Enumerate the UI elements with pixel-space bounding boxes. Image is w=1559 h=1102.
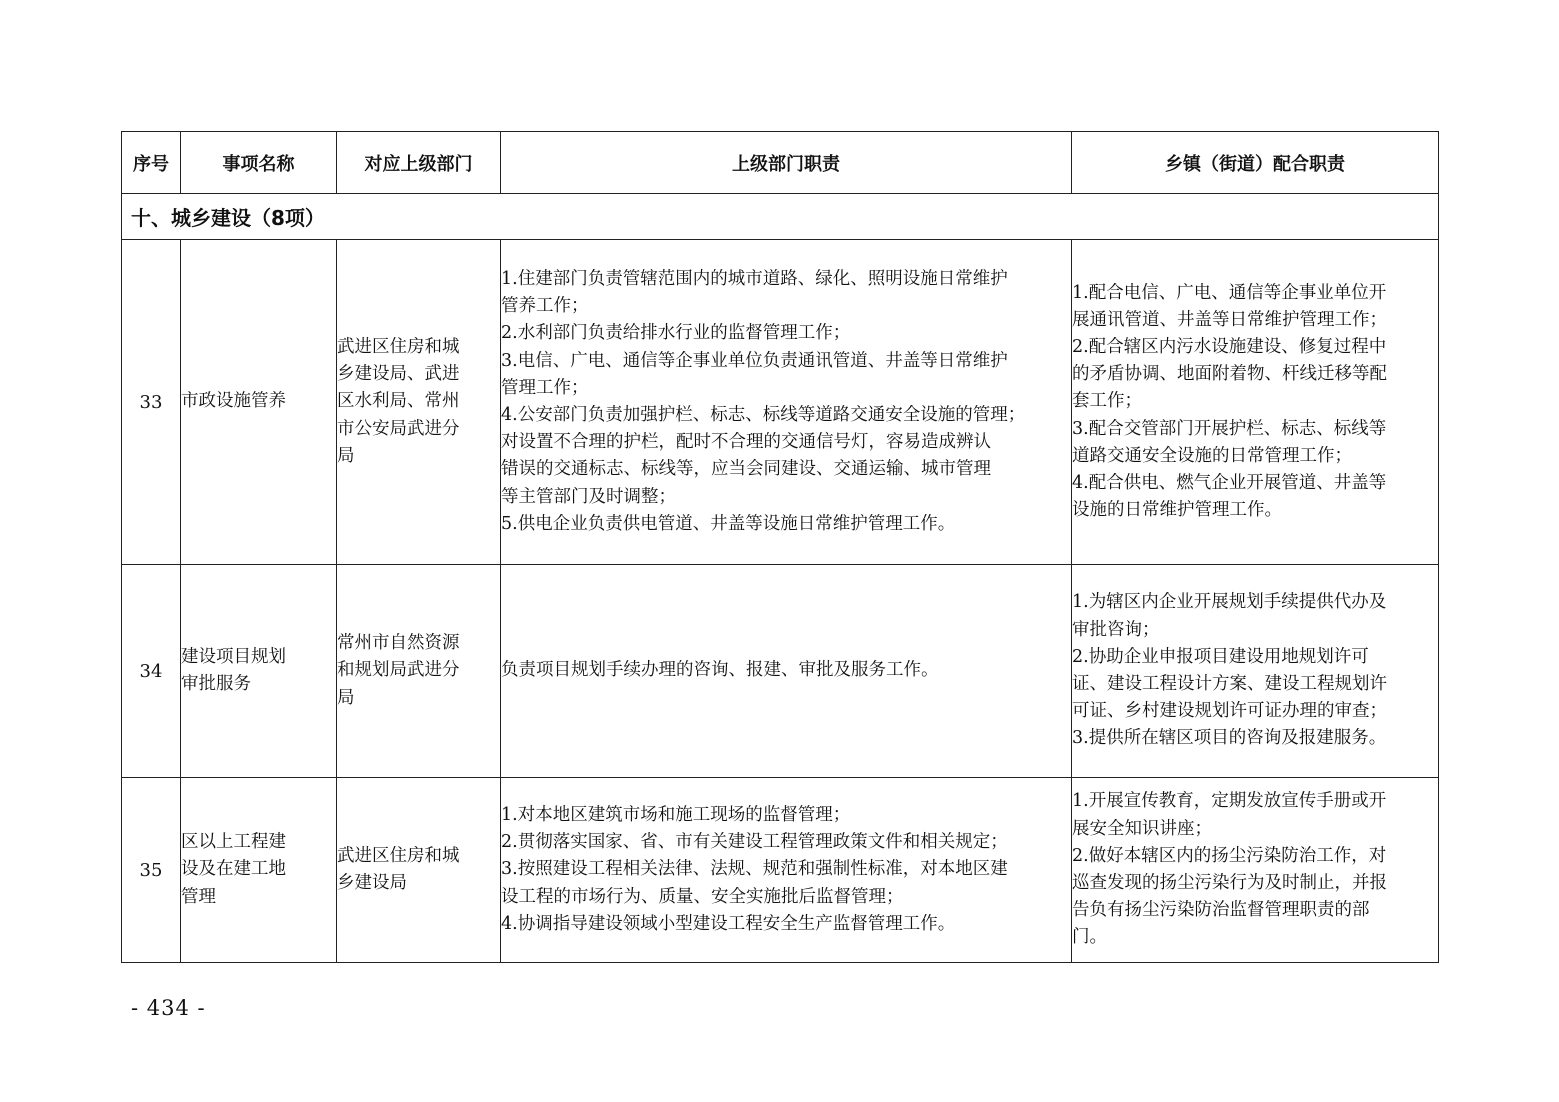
text-line: 2.协助企业申报项目建设用地规划许可	[1072, 646, 1369, 667]
text-line: 告负有扬尘污染防治监督管理职责的部	[1072, 900, 1370, 921]
text-line: 市政设施管养	[181, 391, 286, 412]
text-line: 套工作；	[1072, 391, 1142, 412]
text-line: 对设置不合理的护栏，配时不合理的交通信号灯，容易造成辨认	[501, 432, 991, 453]
header-superior-duty: 上级部门职责	[501, 132, 1072, 194]
text-line: 1.配合电信、广电、通信等企事业单位开	[1072, 282, 1387, 303]
item-name	[181, 240, 337, 565]
text-line: 和规划局武进分	[337, 660, 460, 681]
cooperation-duty	[1072, 778, 1439, 963]
text-line: 乡建设局	[337, 873, 407, 893]
text-line: 建设项目规划	[181, 646, 286, 667]
text-line: 管养工作；	[501, 296, 589, 317]
row-number: 33	[122, 240, 181, 565]
text-line: 乡建设局、武进	[337, 364, 460, 385]
text-line: 审批咨询；	[1072, 619, 1160, 640]
text-line: 门。	[1072, 927, 1107, 948]
text-line: 市公安局武进分	[337, 418, 460, 439]
text-line: 2.做好本辖区内的扬尘污染防治工作，对	[1072, 845, 1387, 866]
text-line: 3.电信、广电、通信等企事业单位负责通讯管道、井盖等日常维护	[501, 350, 1008, 371]
text-line: 4.公安部门负责加强护栏、标志、标线等道路交通安全设施的管理；	[501, 405, 1026, 425]
text-line: 可证、乡村建设规划许可证办理的审查；	[1072, 701, 1387, 722]
cooperation-duty	[1072, 565, 1439, 778]
text-line: 区水利局、常州	[337, 391, 460, 412]
table-row	[122, 565, 1439, 778]
text-line: 局	[337, 445, 355, 466]
superior-duty	[501, 778, 1072, 963]
header-town-cooperation-duty: 乡镇（街道）配合职责	[1072, 132, 1439, 194]
section-row	[122, 194, 1439, 240]
header-item-name: 事项名称	[181, 132, 337, 194]
table-row	[122, 240, 1439, 565]
text-line: 展通讯管道、井盖等日常维护管理工作；	[1072, 309, 1387, 330]
text-line: 负责项目规划手续办理的咨询、报建、审批及服务工作。	[501, 660, 939, 681]
text-line: 管理	[181, 886, 216, 907]
text-line: 1.对本地区建筑市场和施工现场的监督管理；	[501, 804, 851, 825]
header-superior-dept: 对应上级部门	[337, 132, 501, 194]
text-line: 证、建设工程设计方案、建设工程规划许	[1072, 674, 1387, 694]
row-number: 35	[122, 778, 181, 963]
item-name	[181, 778, 337, 963]
text-line: 3.按照建设工程相关法律、法规、规范和强制性标准，对本地区建	[501, 859, 1008, 880]
text-line: 1.开展宣传教育，定期发放宣传手册或开	[1072, 791, 1387, 812]
text-line: 巡查发现的扬尘污染行为及时制止，并报	[1072, 873, 1387, 893]
text-line: 区以上工程建	[181, 832, 286, 853]
item-name	[181, 565, 337, 778]
text-line: 1.住建部门负责管辖范围内的城市道路、绿化、照明设施日常维护	[501, 268, 1008, 289]
text-line: 等主管部门及时调整；	[501, 486, 676, 507]
header-serial: 序号	[122, 132, 181, 194]
text-line: 设施的日常维护管理工作。	[1072, 500, 1282, 521]
text-line: 4.配合供电、燃气企业开展管道、井盖等	[1072, 473, 1387, 493]
superior-dept	[337, 778, 501, 963]
text-line: 5.供电企业负责供电管道、井盖等设施日常维护管理工作。	[501, 513, 956, 534]
text-line: 设及在建工地	[181, 859, 286, 880]
superior-dept	[337, 240, 501, 565]
text-line: 管理工作；	[501, 377, 589, 398]
text-line: 3.配合交管部门开展护栏、标志、标线等	[1072, 418, 1387, 439]
text-line: 设工程的市场行为、质量、安全实施批后监督管理；	[501, 886, 904, 907]
text-line: 审批服务	[181, 674, 251, 694]
text-line: 错误的交通标志、标线等，应当会同建设、交通运输、城市管理	[501, 459, 991, 480]
section-title: 十、城乡建设（8项）	[122, 194, 1439, 240]
cooperation-duty	[1072, 240, 1439, 565]
row-number: 34	[122, 565, 181, 778]
table-row	[122, 778, 1439, 963]
text-line: 常州市自然资源	[337, 633, 460, 654]
text-line: 武进区住房和城	[337, 845, 460, 866]
page-number: - 434 -	[131, 996, 206, 1020]
text-line: 武进区住房和城	[337, 336, 460, 357]
text-line: 4.协调指导建设领域小型建设工程安全生产监督管理工作。	[501, 913, 956, 934]
text-line: 局	[337, 687, 355, 708]
text-line: 3.提供所在辖区项目的咨询及报建服务。	[1072, 728, 1387, 749]
table-header-row	[122, 132, 1439, 194]
superior-duty	[501, 565, 1072, 778]
text-line: 2.水利部门负责给排水行业的监督管理工作；	[501, 323, 851, 344]
text-line: 的矛盾协调、地面附着物、杆线迁移等配	[1072, 364, 1387, 385]
text-line: 2.配合辖区内污水设施建设、修复过程中	[1072, 336, 1387, 357]
text-line: 1.为辖区内企业开展规划手续提供代办及	[1072, 592, 1387, 613]
text-line: 道路交通安全设施的日常管理工作；	[1072, 445, 1352, 466]
superior-dept	[337, 565, 501, 778]
text-line: 展安全知识讲座；	[1072, 818, 1212, 839]
superior-duty	[501, 240, 1072, 565]
text-line: 2.贯彻落实国家、省、市有关建设工程管理政策文件和相关规定；	[501, 832, 1008, 853]
responsibility-table	[121, 131, 1439, 963]
